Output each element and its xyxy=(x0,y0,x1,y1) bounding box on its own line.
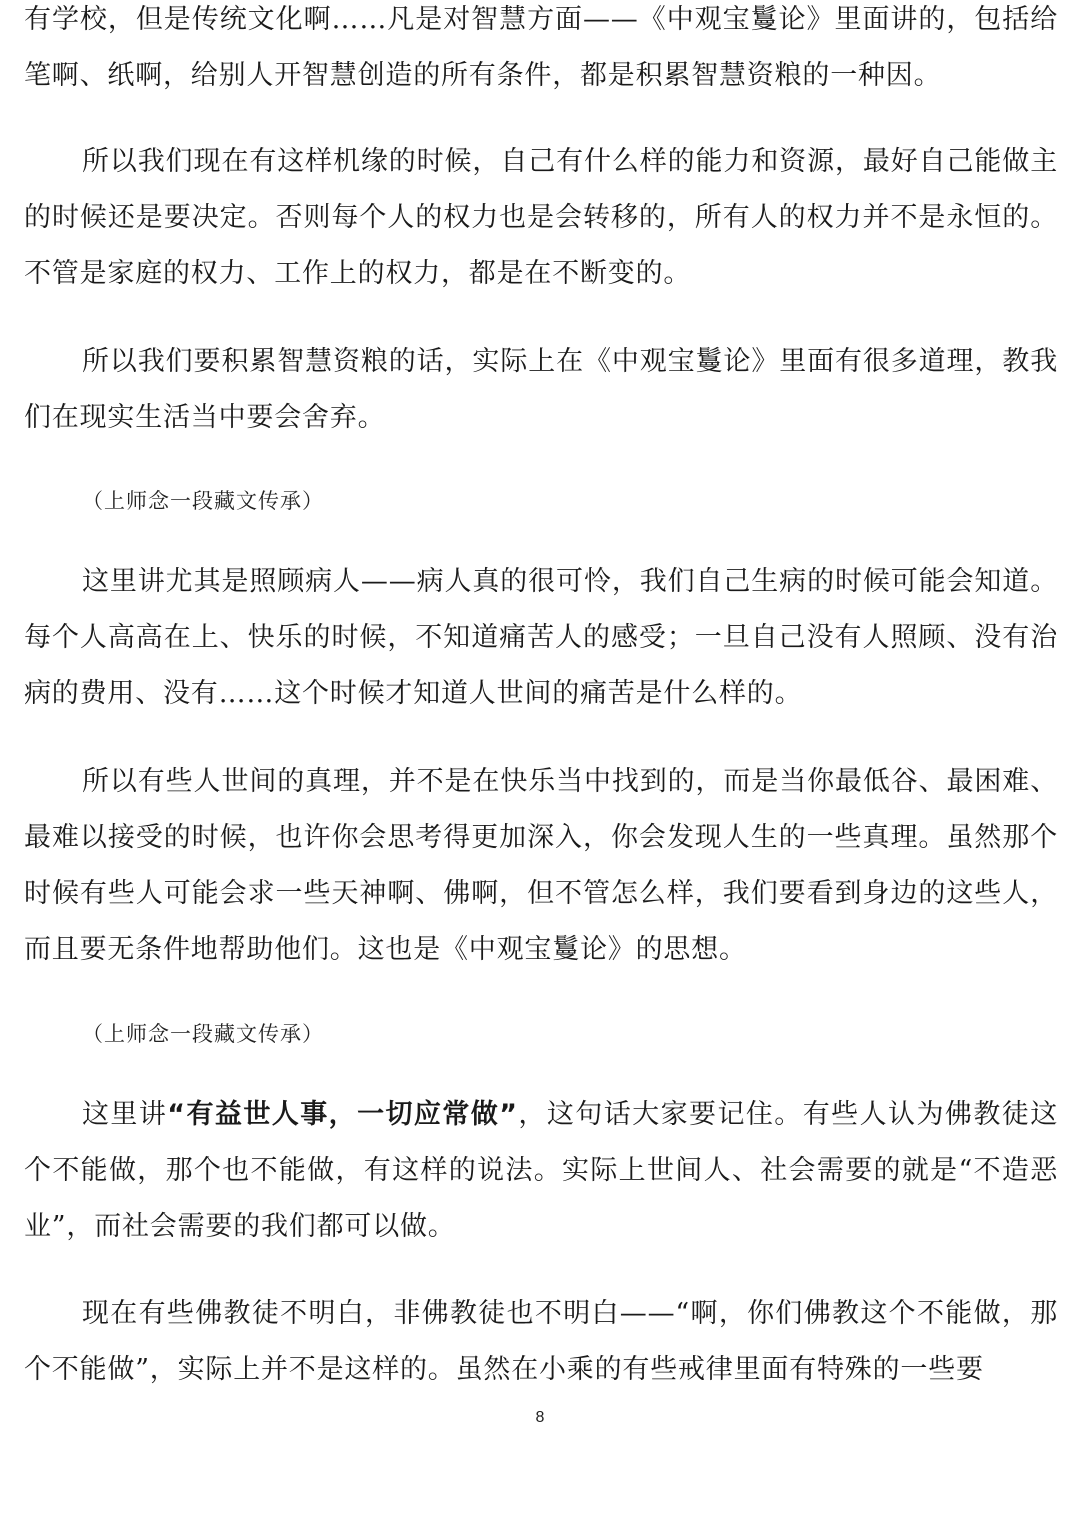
paragraph-benefit-others xyxy=(24,1087,1058,1255)
transmission-note: （上师念一段藏文传承） xyxy=(82,1022,324,1046)
paragraph-misunderstanding: 现在有些佛教徒不明白，非佛教徒也不明白——“啊，你们佛教这个不能做，那个不能做”，实际上并不是这样的。虽然在小乘的有些戒律里面有特殊的一些要 xyxy=(24,1298,1058,1385)
paragraph-caring-for-sick: 这里讲尤其是照顾病人——病人真的很可怜，我们自己生病的时候可能会知道。每个人高高在上、快乐的时候，不知道痛苦人的感受；一旦自己没有人照顾、没有治病的费用、没有……这个时候才知道人世间的痛苦是什么样的。 xyxy=(24,566,1058,709)
paragraph-truth-in-hardship: 所以有些人世间的真理，并不是在快乐当中找到的，而是当你最低谷、最困难、最难以接受的时候，也许你会思考得更加深入，你会发现人生的一些真理。虽然那个时候有些人可能会求一些天神啊、佛啊，但不管怎么样，我们要看到身边的这些人，而且要无条件地帮助他们。这也是《中观宝鬘论》的思想。 xyxy=(24,766,1058,965)
paragraph-lead-text: 这里讲 xyxy=(82,1099,168,1130)
transmission-note: （上师念一段藏文传承） xyxy=(82,489,324,513)
paragraph-wisdom-conditions: 有学校，但是传统文化啊……凡是对智慧方面——《中观宝鬘论》里面讲的，包括给笔啊、纸啊，给别人开智慧创造的所有条件，都是积累智慧资粮的一种因。 xyxy=(24,4,1058,91)
bold-quote: “有益世人事，一切应常做” xyxy=(167,1099,518,1130)
paragraph-rest-text: ，这句话大家要记住。有些人认为佛教徒这个不能做，那个也不能做，有这样的说法。实际上世间人、社会需要的就是“不造恶业”，而社会需要的我们都可以做。 xyxy=(24,1099,1058,1242)
page-number: 8 xyxy=(535,1409,545,1426)
paragraph-power-transfer: 所以我们现在有这样机缘的时候，自己有什么样的能力和资源，最好自己能做主的时候还是要决定。否则每个人的权力也是会转移的，所有人的权力并不是永恒的。不管是家庭的权力、工作上的权力，都是在不断变的。 xyxy=(24,146,1058,289)
paragraph-accumulate-wisdom: 所以我们要积累智慧资粮的话，实际上在《中观宝鬘论》里面有很多道理，教我们在现实生活当中要会舍弃。 xyxy=(24,346,1058,433)
